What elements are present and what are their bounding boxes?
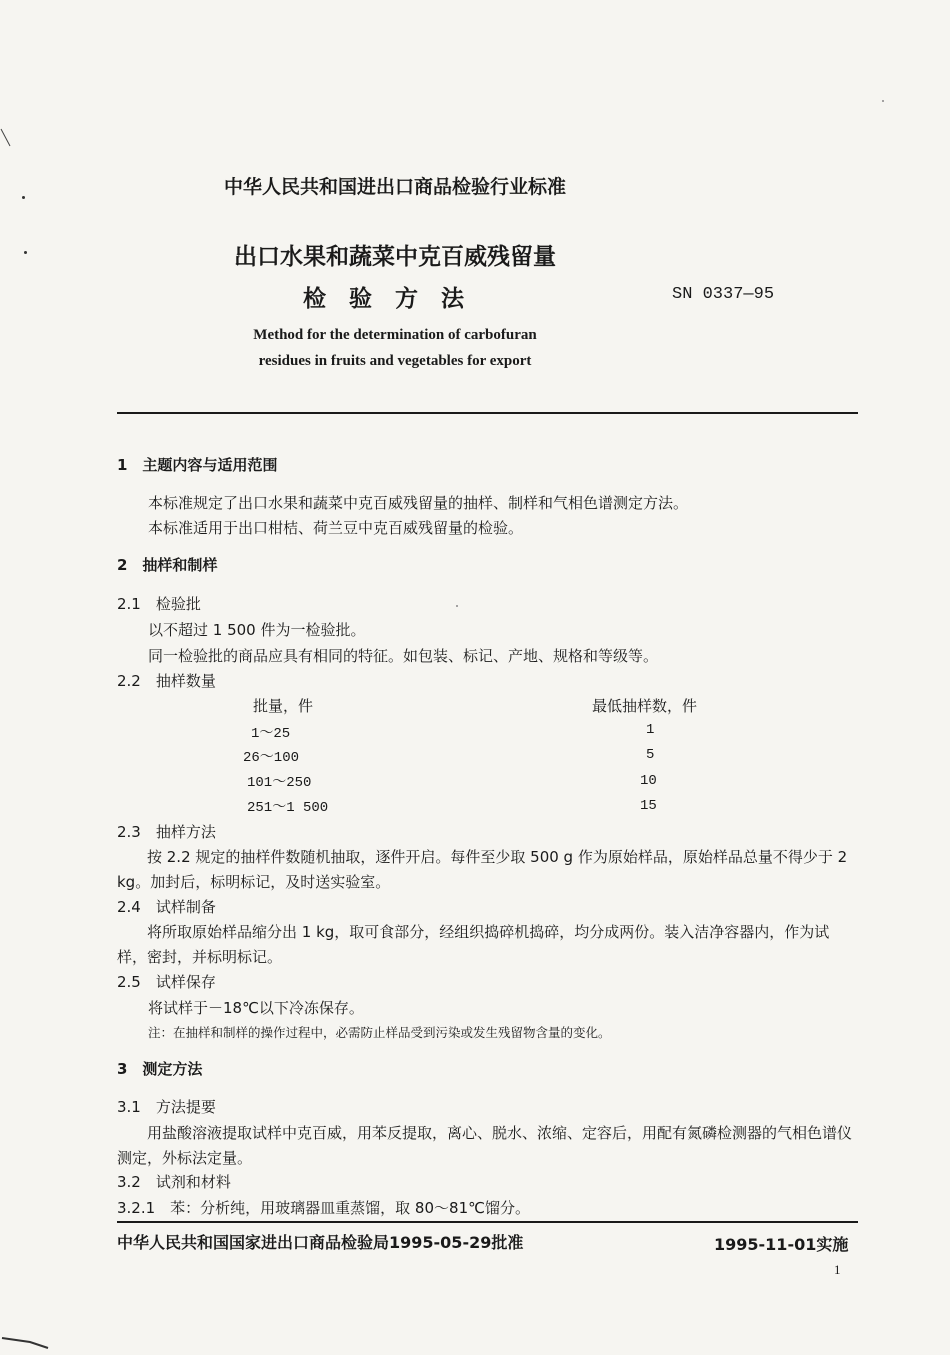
document-title-line2: 检验方法 <box>303 286 487 312</box>
header-divider <box>117 412 858 414</box>
english-title-line1: Method for the determination of carbofuran <box>253 327 537 343</box>
section-2-1-paragraph-1: 以不超过 1 500 件为一检验批。 <box>148 621 366 639</box>
section-2-3-paragraph: 按 2.2 规定的抽样件数随机抽取，逐件开启。每件至少取 500 g 作为原始样品，原始样品总量不得少于 2 kg。加封后，标明标记，及时送实验室。 <box>117 848 848 891</box>
approval-statement: 中华人民共和国国家进出口商品检验局1995-05-29批准 <box>117 1233 524 1252</box>
scan-speck <box>456 605 458 607</box>
table-row-1-min: 1 <box>646 722 655 738</box>
section-2-5-note: 注：在抽样和制样的操作过程中，必需防止样品受到污染或发生残留物含量的变化。 <box>148 1025 611 1040</box>
section-2-4-heading: 2.4 试样制备 <box>117 898 216 916</box>
section-2-5-paragraph: 将试样于－18℃以下冷冻保存。 <box>148 999 364 1017</box>
table-row-2-batch: 26～100 <box>243 750 300 766</box>
scan-edge-mark <box>0 128 12 148</box>
table-row-2-min: 5 <box>646 747 655 763</box>
table-header-min-samples: 最低抽样数，件 <box>592 697 698 715</box>
section-2-4-paragraph: 将所取原始样品缩分出 1 kg，取可食部分，经组织捣碎机捣碎，均分成两份。装入洁净容器内，作为试样，密封，并标明标记。 <box>117 923 830 966</box>
section-2-1-paragraph-2: 同一检验批的商品应具有相同的特征。如包装、标记、产地、规格和等级等。 <box>148 647 659 665</box>
section-2-3-heading: 2.3 抽样方法 <box>117 823 216 841</box>
page-number: 1 <box>834 1262 841 1277</box>
table-row-3-min: 10 <box>640 773 657 789</box>
section-3-2-heading: 3.2 试剂和材料 <box>117 1173 231 1191</box>
english-title-line2: residues in fruits and vegetables for export <box>258 353 532 369</box>
section-1-heading: 1 主题内容与适用范围 <box>117 456 278 474</box>
section-3-1-paragraph: 用盐酸溶液提取试样中克百威，用苯反提取，离心、脱水、浓缩、定容后，用配有氮磷检测器的气相色谱仪测定，外标法定量。 <box>117 1124 853 1167</box>
scan-speck <box>882 100 884 102</box>
section-2-2-heading: 2.2 抽样数量 <box>117 672 216 690</box>
section-2-1-heading: 2.1 检验批 <box>117 595 201 613</box>
section-1-paragraph-2: 本标准适用于出口柑桔、荷兰豆中克百威残留量的检验。 <box>148 519 524 537</box>
section-2-heading: 2 抽样和制样 <box>117 556 218 574</box>
section-3-heading: 3 测定方法 <box>117 1060 203 1078</box>
table-row-3-batch: 101～250 <box>247 775 312 791</box>
scan-speck <box>24 251 27 254</box>
scan-edge-mark <box>0 1330 60 1350</box>
table-row-1-batch: 1～25 <box>251 726 291 742</box>
table-header-batch: 批量，件 <box>253 697 314 715</box>
effective-date: 1995-11-01实施 <box>714 1235 849 1254</box>
section-3-2-1-item: 3.2.1 苯：分析纯，用玻璃器皿重蒸馏，取 80～81℃馏分。 <box>117 1199 530 1217</box>
standard-category-title: 中华人民共和国进出口商品检验行业标准 <box>223 176 566 198</box>
table-row-4-batch: 251～1 500 <box>247 800 329 816</box>
scan-speck <box>22 196 25 199</box>
section-2-5-heading: 2.5 试样保存 <box>117 973 216 991</box>
section-3-1-heading: 3.1 方法提要 <box>117 1098 216 1116</box>
section-1-paragraph-1: 本标准规定了出口水果和蔬菜中克百威残留量的抽样、制样和气相色谱测定方法。 <box>148 494 689 512</box>
table-row-4-min: 15 <box>640 798 657 814</box>
standard-code: SN 0337—95 <box>672 285 775 304</box>
footer-divider <box>117 1221 858 1223</box>
document-title-line1: 出口水果和蔬菜中克百威残留量 <box>234 244 556 270</box>
